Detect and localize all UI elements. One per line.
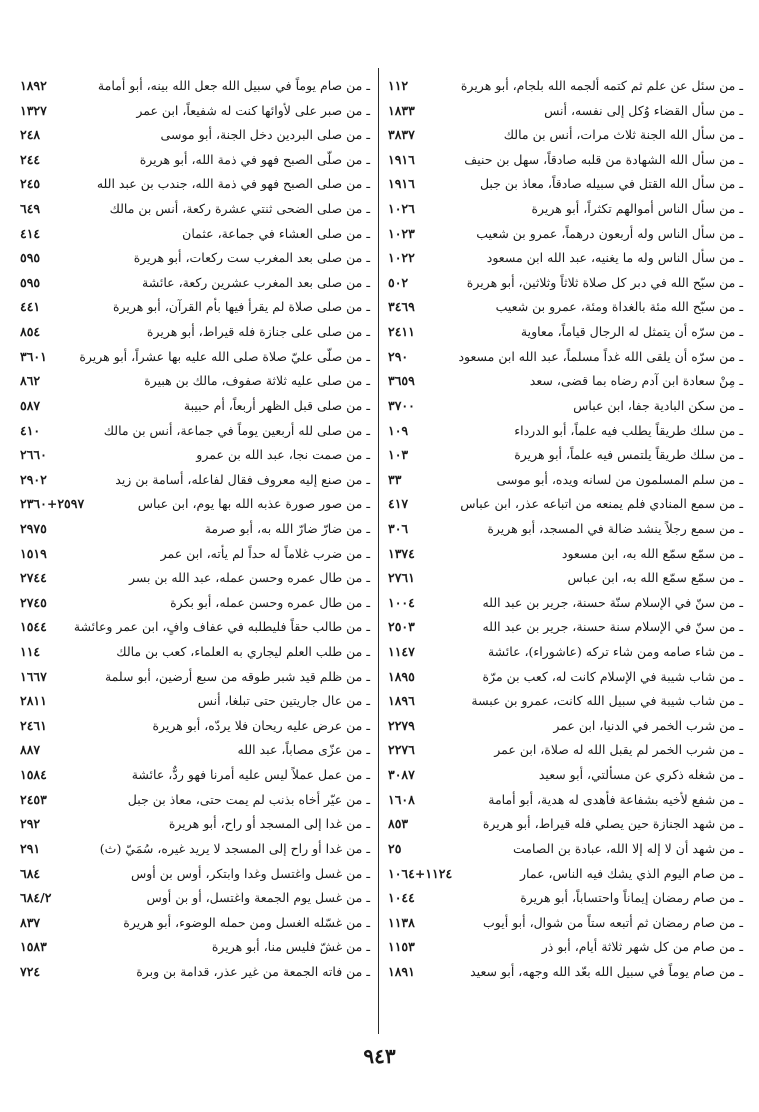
entry-text: ـ من صام رمضان ثم أتبعه ستاً من شوال، أبو أيوب <box>483 914 743 930</box>
entry-number: ١٨٩٢ <box>20 78 47 93</box>
entry-text: ـ من طالب حقاً فليطلبه في عفاف وافٍ، ابن عمر وعائشة <box>73 619 370 635</box>
entry-number: ٣٦٠١ <box>20 348 47 364</box>
index-entry <box>388 295 743 320</box>
index-entry <box>20 271 370 296</box>
index-entry <box>388 320 743 345</box>
entry-number: ٢٤٥٣ <box>20 791 47 807</box>
entry-number: ١٠٢٦ <box>388 201 415 217</box>
entry-number: ٤٤١ <box>20 299 41 315</box>
entry-number: ١٩١٦ <box>388 151 415 167</box>
index-entry <box>20 935 370 960</box>
index-entry <box>388 665 743 690</box>
index-entry <box>388 419 743 444</box>
index-entry <box>20 148 370 173</box>
entry-number: ٢٩٠ <box>388 348 409 364</box>
entry-text: ـ من سأل الله القتل في سبيله صادقاً، معاذ بن جبل <box>479 176 743 192</box>
entry-number: ٢٥ <box>388 840 402 856</box>
entry-number: ٨٦٢ <box>20 373 41 389</box>
index-entry <box>388 935 743 960</box>
entry-text: ـ من صنع إليه معروف فقال لفاعله، أسامة بن زيد <box>115 471 370 487</box>
entry-number: ٢٩١ <box>20 840 41 856</box>
entry-text: ـ من صلى بعد المغرب عشرين ركعة، عائشة <box>142 274 370 290</box>
entry-number: ١٠٤٤ <box>388 890 415 906</box>
entry-text: ـ من صام يوماً في سبيل الله بعّد الله وجهه، أبو سعيد <box>470 963 743 979</box>
index-entry <box>20 345 370 370</box>
entry-text: ـ من عرض عليه ريحان فلا يردّه، أبو هريرة <box>152 717 370 733</box>
index-entry <box>20 812 370 837</box>
entry-number: ١٥٨٤ <box>20 767 47 783</box>
entry-text: ـ من صام يوماً في سبيل الله جعل الله بينه، أبو أمامة <box>97 78 370 93</box>
index-entry <box>20 492 370 517</box>
entry-text: ـ من شاب شيبة في سبيل الله كانت، عمرو بن عبسة <box>471 693 743 709</box>
entry-text: ـ من صلى البردين دخل الجنة، أبو موسى <box>160 127 370 143</box>
entry-number: ١٥٨٣ <box>20 939 47 955</box>
entry-text: ـ من غسّله الغسل ومن حمله الوضوء، أبو هريرة <box>123 914 370 930</box>
entry-number: ٦٨٤/٢ <box>20 890 52 906</box>
entry-number: ١٣٧٤ <box>388 545 415 561</box>
index-entry <box>388 148 743 173</box>
entry-text: ـ من سمع رجلاً ينشد ضالة في المسجد، أبو هريرة <box>487 520 743 536</box>
index-entry <box>20 468 370 493</box>
index-column-left <box>20 74 370 985</box>
index-entry <box>20 542 370 567</box>
entry-number: ٣٠٨٧ <box>388 767 415 783</box>
index-entry <box>388 443 743 468</box>
index-entry <box>20 738 370 763</box>
entry-text: ـ من شاء صامه ومن شاء تركه (عاشوراء)، عائشة <box>487 644 743 660</box>
index-entry <box>20 419 370 444</box>
entry-text: ـ مِنْ سعادة ابن آدم رضاه بما قضى، سعد <box>529 373 743 389</box>
entry-number: ٢٤٨ <box>20 127 41 143</box>
entry-number: ١٠٠٤ <box>388 594 415 610</box>
entry-text: ـ من ضارّ ضارّ الله به، أبو صرمة <box>204 520 370 536</box>
entry-text: ـ من عيّر أخاه بذنب لم يمت حتى، معاذ بن جبل <box>127 791 370 807</box>
entry-text: ـ من سبّح الله في دبر كل صلاة ثلاثاً وثلاثين، أبو هريرة <box>466 274 743 290</box>
index-entry <box>20 517 370 542</box>
index-entry <box>20 886 370 911</box>
entry-text: ـ من شهد الجنازة حين يصلي فله قيراط، أبو هريرة <box>482 816 743 832</box>
entry-text: ـ من سمّع سمّع الله به، ابن عباس <box>567 570 743 586</box>
entry-number: ٥٩٥ <box>20 274 41 290</box>
index-entry <box>20 394 370 419</box>
index-entry <box>388 615 743 640</box>
entry-text: ـ من سلك طريقاً يلتمس فيه علماً، أبو هريرة <box>514 447 743 463</box>
entry-number: ٣٤٦٩ <box>388 299 415 315</box>
page-number: ٩٤٣ <box>363 1044 396 1068</box>
entry-number: ١٥٤٤ <box>20 619 47 635</box>
index-entry <box>20 837 370 862</box>
entry-text: ـ من صمت نجا، عبد الله بن عمرو <box>196 447 370 463</box>
entry-text: ـ من صلّى الصبح فهو في ذمة الله، أبو هريرة <box>139 151 370 167</box>
entry-text: ـ من طال عمره وحسن عمله، أبو بكرة <box>170 594 370 610</box>
index-entry <box>20 689 370 714</box>
entry-text: ـ من صام من كل شهر ثلاثة أيام، أبو ذر <box>541 939 743 955</box>
entry-number: ٤١٤ <box>20 225 41 241</box>
entry-text: ـ من صلى العشاء في جماعة، عثمان <box>182 225 370 241</box>
entry-text: ـ من غشّ فليس منا، أبو هريرة <box>211 939 370 955</box>
entry-text: ـ من صلى الصبح فهو في ذمة الله، جندب بن عبد الله <box>96 176 370 192</box>
index-entry <box>388 788 743 813</box>
entry-text: ـ من شهد أن لا إله إلا الله، عبادة بن الصامت <box>513 840 743 856</box>
entry-number: ٢٧٤٥ <box>20 594 47 610</box>
entry-text: ـ من صلى عليه ثلاثة صفوف، مالك بن هبيرة <box>144 373 370 389</box>
index-entry <box>388 837 743 862</box>
entry-number: ٦٤٩ <box>20 201 41 217</box>
entry-number: ١٨٩١ <box>388 963 415 979</box>
index-entry <box>20 369 370 394</box>
entry-number: ١١٢٤+١٠٦٤ <box>388 865 453 881</box>
index-entry <box>20 197 370 222</box>
entry-number: ١١٢ <box>388 78 409 93</box>
entry-text: ـ من سمع المنادي فلم يمنعه من اتباعه عذر، ابن عباس <box>460 496 743 512</box>
entry-text: ـ من عال جاريتين حتى تبلغا، أنس <box>197 693 370 709</box>
entry-number: ٨٨٧ <box>20 742 41 758</box>
index-entry <box>388 74 743 99</box>
entry-text: ـ من صلّى عليّ صلاة صلى الله عليه بها عشراً، أبو هريرة <box>79 348 370 364</box>
entry-number: ٦٨٤ <box>20 865 41 881</box>
entry-text: ـ من شاب شيبة في الإسلام كانت له، كعب بن مرّة <box>482 668 743 684</box>
index-entry <box>388 911 743 936</box>
entry-text: ـ من سرّه أن يلقى الله غداً مسلماً، عبد الله ابن مسعود <box>458 348 743 364</box>
index-entry <box>20 172 370 197</box>
entry-number: ١٠٢٣ <box>388 225 415 241</box>
entry-number: ١٨٩٥ <box>388 668 415 684</box>
entry-text: ـ من سأل الناس وله ما يغنيه، عبد الله ابن مسعود <box>486 250 743 266</box>
index-entry <box>20 74 370 99</box>
entry-text: ـ من صام رمضان إيماناً واحتساباً، أبو هريرة <box>520 890 743 906</box>
entry-text: ـ من سأل الناس وله أربعون درهماً، عمرو بن شعيب <box>476 225 743 241</box>
entry-text: ـ من فاته الجمعة من غير عذر، قدامة بن وبرة <box>136 963 370 979</box>
entry-text: ـ من سأل الله الجنة ثلاث مرات، أنس بن مالك <box>503 127 743 143</box>
entry-number: ٤١٠ <box>20 422 41 438</box>
entry-number: ١٨٩٦ <box>388 693 415 709</box>
entry-text: ـ من سأل القضاء وُكل إلى نفسه، أنس <box>544 102 743 118</box>
entry-text: ـ من شرب الخمر في الدنيا، ابن عمر <box>553 717 743 733</box>
entry-number: ٢٤١١ <box>388 324 415 340</box>
entry-number: ٢٧٦١ <box>388 570 415 586</box>
index-entry <box>388 738 743 763</box>
entry-number: ٣٦٥٩ <box>388 373 415 389</box>
entry-number: ١٨٣٣ <box>388 102 415 118</box>
entry-text: ـ من صبر على لأوائها كنت له شفيعاً، ابن عمر <box>136 102 370 118</box>
entry-text: ـ من شغله ذكري عن مسألتي، أبو سعيد <box>538 767 743 783</box>
index-entry <box>388 591 743 616</box>
entry-number: ٣٨٣٧ <box>388 127 415 143</box>
index-entry <box>20 862 370 887</box>
entry-number: ١٠٣ <box>388 447 409 463</box>
entry-text: ـ من سلم المسلمون من لسانه ويده، أبو موسى <box>496 471 743 487</box>
entry-text: ـ من عمل عملاً ليس عليه أمرنا فهو ردٌّ، عائشة <box>131 767 370 783</box>
entry-text: ـ من سكن البادية جفا، ابن عباس <box>573 397 743 413</box>
index-entry <box>20 911 370 936</box>
index-entry <box>388 246 743 271</box>
index-entry <box>388 763 743 788</box>
index-entry <box>20 960 370 985</box>
index-entry <box>388 99 743 124</box>
index-entry <box>388 566 743 591</box>
entry-number: ١٥١٩ <box>20 545 47 561</box>
entry-text: ـ من غدا أو راح إلى المسجد لا يريد غيره، سُمَيّ (ث) <box>99 840 370 856</box>
entry-text: ـ من صلى لله أربعين يوماً في جماعة، أنس بن مالك <box>103 422 370 438</box>
entry-number: ٢٩٧٥ <box>20 520 47 536</box>
index-entry <box>388 714 743 739</box>
entry-number: ٢٧٤٤ <box>20 570 47 586</box>
index-entry <box>20 222 370 247</box>
entry-number: ١١٤ <box>20 644 41 660</box>
index-entry <box>388 172 743 197</box>
index-entry <box>388 640 743 665</box>
entry-number: ١٠٢٢ <box>388 250 415 266</box>
index-column-right <box>388 74 743 985</box>
index-entry <box>20 123 370 148</box>
index-entry <box>20 295 370 320</box>
entry-number: ٤١٧ <box>388 496 409 512</box>
index-entry <box>20 443 370 468</box>
entry-text: ـ من طال عمره وحسن عمله، عبد الله بن بسر <box>128 570 370 586</box>
entry-text: ـ من سنّ في الإسلام سنّة حسنة، جرير بن عبد الله <box>482 594 743 610</box>
entry-number: ٢٢٧٦ <box>388 742 415 758</box>
entry-text: ـ من سبّح الله مئة بالغداة ومئة، عمرو بن شعيب <box>495 299 743 315</box>
entry-number: ١٠٩ <box>388 422 409 438</box>
index-entry <box>388 222 743 247</box>
entry-text: ـ من سلك طريقاً يطلب فيه علماً، أبو الدرداء <box>514 422 743 438</box>
index-entry <box>388 369 743 394</box>
index-entry <box>388 345 743 370</box>
entry-number: ٥٠٢ <box>388 274 409 290</box>
index-entry <box>20 615 370 640</box>
entry-text: ـ من سأل الناس أموالهم تكثراً، أبو هريرة <box>531 201 743 217</box>
index-entry <box>388 492 743 517</box>
index-entry <box>20 591 370 616</box>
entry-number: ٢٤٦١ <box>20 717 47 733</box>
index-entry <box>388 960 743 985</box>
entry-number: ٧٢٤ <box>20 963 41 979</box>
entry-number: ١١٣٨ <box>388 914 415 930</box>
entry-number: ٥٩٥ <box>20 250 41 266</box>
entry-number: ١٦٠٨ <box>388 791 415 807</box>
entry-text: ـ من ضرب غلاماً له حداً لم يأته، ابن عمر <box>160 545 370 561</box>
index-entry <box>20 714 370 739</box>
entry-text: ـ من سنّ في الإسلام سنة حسنة، جرير بن عبد الله <box>482 619 743 635</box>
entry-text: ـ من صلى قبل الظهر أربعاً، أم حبيبة <box>183 397 370 413</box>
column-divider <box>378 68 379 1034</box>
entry-number: ٣٧٠٠ <box>388 397 415 413</box>
entry-text: ـ من صلى على جنازة فله قيراط، أبو هريرة <box>146 324 370 340</box>
index-entry <box>20 763 370 788</box>
index-entry <box>388 123 743 148</box>
entry-number: ١٩١٦ <box>388 176 415 192</box>
entry-text: ـ من سئل عن علم ثم كتمه ألجمه الله بلجام، أبو هريرة <box>460 78 743 93</box>
entry-number: ٢٢٧٩ <box>388 717 415 733</box>
entry-number: ٨٥٤ <box>20 324 41 340</box>
entry-number: ١٦٦٧ <box>20 668 47 684</box>
index-entry <box>388 271 743 296</box>
index-entry <box>388 197 743 222</box>
index-entry <box>20 788 370 813</box>
entry-number: ٢٩٢ <box>20 816 41 832</box>
entry-number: ٢٥٠٣ <box>388 619 415 635</box>
index-entry <box>20 665 370 690</box>
entry-text: ـ من صلى صلاة لم يقرأ فيها بأم القرآن، أبو هريرة <box>112 299 370 315</box>
entry-text: ـ من صلى الضحى ثنتي عشرة ركعة، أنس بن مالك <box>109 201 370 217</box>
index-entry <box>388 689 743 714</box>
entry-text: ـ من عزّى مصاباً، عبد الله <box>237 742 370 758</box>
index-entry <box>388 468 743 493</box>
index-entry <box>20 566 370 591</box>
entry-number: ٣٣ <box>388 471 402 487</box>
entry-text: ـ من صور صورة عذبه الله بها يوم، ابن عباس <box>137 496 370 512</box>
entry-text: ـ من غسل واغتسل وغدا وابتكر، أوس بن أوس <box>131 865 370 881</box>
entry-text: ـ من ظلم قيد شبر طوقه من سبع أرضين، أبو سلمة <box>104 668 370 684</box>
index-entry <box>20 246 370 271</box>
index-entry <box>388 517 743 542</box>
entry-text: ـ من شرب الخمر لم يقبل الله له صلاة، ابن عمر <box>494 742 743 758</box>
entry-text: ـ من سأل الله الشهادة من قلبه صادقاً، سهل بن حنيف <box>464 151 743 167</box>
entry-number: ١٣٢٧ <box>20 102 47 118</box>
index-entry <box>20 320 370 345</box>
entry-text: ـ من صام اليوم الذي يشك فيه الناس، عمار <box>520 865 743 881</box>
entry-number: ٢٦٦٠ <box>20 447 47 463</box>
entry-number: ٣٠٦ <box>388 520 409 536</box>
entry-number: ١١٥٣ <box>388 939 415 955</box>
entry-text: ـ من صلى بعد المغرب ست ركعات، أبو هريرة <box>133 250 370 266</box>
entry-number: ٢٩٠٢ <box>20 471 47 487</box>
index-entry <box>388 862 743 887</box>
entry-text: ـ من شفع لأخيه بشفاعة فأهدى له هدية، أبو أمامة <box>488 791 743 807</box>
index-entry <box>388 394 743 419</box>
entry-text: ـ من غدا إلى المسجد أو راح، أبو هريرة <box>168 816 370 832</box>
entry-text: ـ من سمّع سمّع الله به، ابن مسعود <box>561 545 743 561</box>
entry-text: ـ من سرّه أن يتمثل له الرجال قياماً، معاوية <box>520 324 743 340</box>
entry-number: ٥٨٧ <box>20 397 41 413</box>
entry-text: ـ من غسل يوم الجمعة واغتسل، أو بن أوس <box>146 890 370 906</box>
index-entry <box>20 99 370 124</box>
entry-number: ٨٥٣ <box>388 816 409 832</box>
entry-number: ٢٨١١ <box>20 693 47 709</box>
entry-number: ١١٤٧ <box>388 644 415 660</box>
index-entry <box>388 542 743 567</box>
index-entry <box>388 812 743 837</box>
entry-number: ٨٣٧ <box>20 914 41 930</box>
entry-number: ٢٤٥ <box>20 176 41 192</box>
index-entry <box>20 640 370 665</box>
index-entry <box>388 886 743 911</box>
entry-number: ٢٥٩٧+٢٣٦٠ <box>20 496 85 512</box>
entry-text: ـ من طلب العلم ليجاري به العلماء، كعب بن مالك <box>116 644 370 660</box>
entry-number: ٢٤٤ <box>20 151 41 167</box>
